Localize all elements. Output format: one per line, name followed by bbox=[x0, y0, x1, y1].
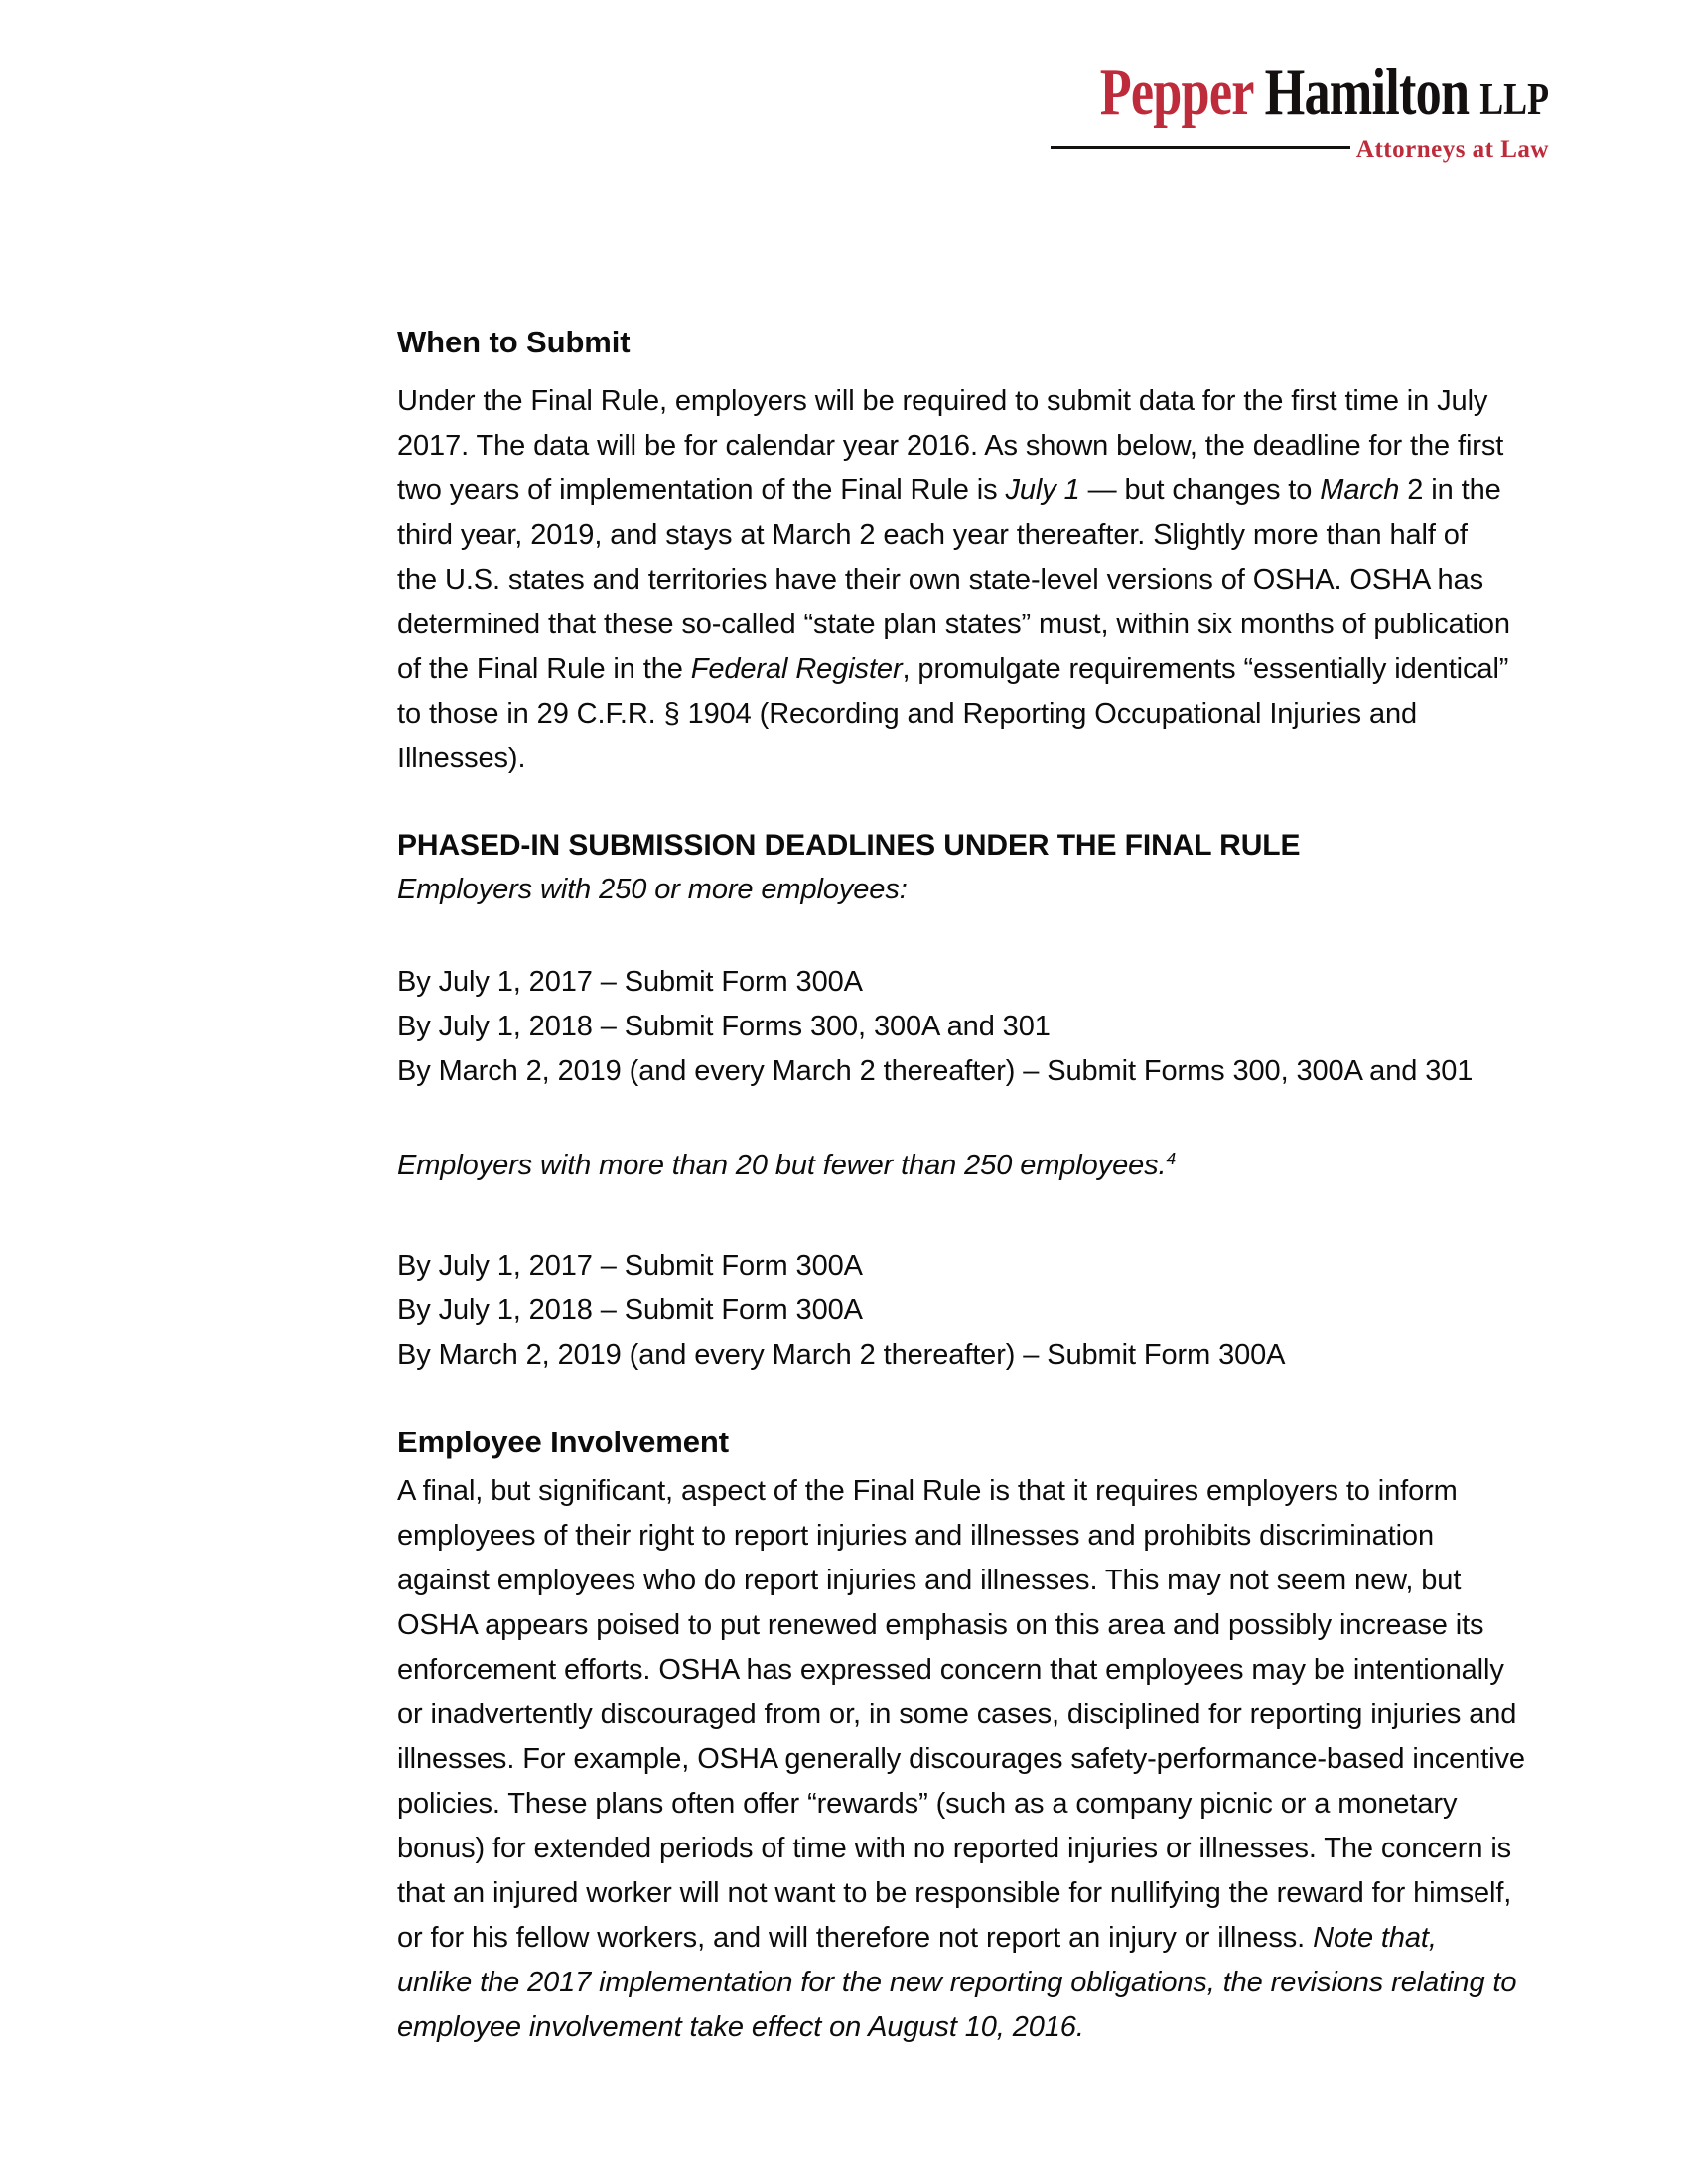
text-segment: July 1 bbox=[1005, 475, 1080, 506]
main-text-column bbox=[397, 320, 1529, 2050]
paragraph-when-to-submit bbox=[397, 379, 1529, 781]
section-heading-when-to-submit: When to Submit bbox=[397, 325, 631, 359]
pepper-hamilton-logo bbox=[1051, 58, 1549, 164]
text-line: OSHA appears poised to put renewed emphasis on this area and possibly increase its bbox=[397, 1609, 1484, 1641]
text-line: By July 1, 2017 – Submit Form 300A bbox=[397, 1250, 863, 1282]
paragraph-employee-involvement bbox=[397, 1469, 1529, 2050]
logo-tagline: Attorneys at Law bbox=[1355, 136, 1549, 163]
text-line bbox=[397, 1916, 1529, 1961]
section-heading-phased-in-deadlines: PHASED-IN SUBMISSION DEADLINES UNDER THE FINAL RULE bbox=[397, 829, 1301, 862]
text-segment: unlike the 2017 implementation for the new reporting obligations, the revisions relating to bbox=[397, 1967, 1517, 1998]
text-line: 2017. The data will be for calendar year 2016. As shown below, the deadline for the first bbox=[397, 430, 1504, 462]
text-segment: March bbox=[1320, 475, 1400, 506]
text-line: By July 1, 2018 – Submit Forms 300, 300A and 301 bbox=[397, 1011, 1051, 1042]
text-line: third year, 2019, and stays at March 2 each year thereafter. Slightly more than half of bbox=[397, 519, 1468, 551]
text-line: By July 1, 2017 – Submit Form 300A bbox=[397, 966, 863, 998]
text-line bbox=[397, 647, 1529, 692]
subtitle-employers-250: Employers with 250 or more employees: bbox=[397, 874, 908, 905]
logo-word-llp: LLP bbox=[1479, 73, 1549, 124]
deadline-list-20-250 bbox=[397, 1244, 1529, 1378]
text-line: By March 2, 2019 (and every March 2 thereafter) – Submit Forms 300, 300A and 301 bbox=[397, 1055, 1474, 1087]
text-segment: or for his fellow workers, and will therefore not report an injury or illness. bbox=[397, 1922, 1314, 1954]
text-line: illnesses. For example, OSHA generally discourages safety-performance-based incentive bbox=[397, 1743, 1525, 1775]
text-segment: Federal Register bbox=[690, 653, 903, 685]
text-line: policies. These plans often offer “rewards” (such as a company picnic or a monetary bbox=[397, 1788, 1458, 1820]
text-segment: — but changes to bbox=[1079, 475, 1321, 506]
text-line: A final, but significant, aspect of the Final Rule is that it requires employers to inform bbox=[397, 1475, 1458, 1507]
logo-word-pepper: Pepper bbox=[1099, 56, 1254, 129]
text-line: the U.S. states and territories have their own state-level versions of OSHA. OSHA has bbox=[397, 564, 1483, 596]
logo-rule bbox=[1051, 146, 1350, 149]
text-line: Illnesses). bbox=[397, 743, 526, 774]
text-segment: two years of implementation of the Final Rule is bbox=[397, 475, 1006, 506]
text-line: bonus) for extended periods of time with no reported injuries or illnesses. The concern is bbox=[397, 1833, 1512, 1864]
text-line: By July 1, 2018 – Submit Form 300A bbox=[397, 1295, 863, 1326]
text-segment: Employers with more than 20 but fewer than 250 employees. bbox=[397, 1150, 1167, 1181]
text-line: determined that these so-called “state plan states” must, within six months of publication bbox=[397, 609, 1510, 640]
text-segment: Note that, bbox=[1313, 1922, 1437, 1954]
text-line: By March 2, 2019 (and every March 2 thereafter) – Submit Form 300A bbox=[397, 1339, 1286, 1371]
text-line: enforcement efforts. OSHA has expressed concern that employees may be intentionally bbox=[397, 1654, 1504, 1686]
text-line bbox=[397, 469, 1529, 513]
subtitle-employers-20-250 bbox=[397, 1144, 1529, 1191]
deadline-list-250 bbox=[397, 960, 1529, 1094]
text-line: employees of their right to report injuries and illnesses and prohibits discrimination bbox=[397, 1520, 1434, 1552]
logo-word-hamilton: Hamilton bbox=[1264, 56, 1470, 129]
text-segment: , promulgate requirements “essentially identical” bbox=[902, 653, 1509, 685]
text-line: to those in 29 C.F.R. § 1904 (Recording and Reporting Occupational Injuries and bbox=[397, 698, 1418, 730]
text-segment: of the Final Rule in the bbox=[397, 653, 691, 685]
text-segment: 2 in the bbox=[1399, 475, 1501, 506]
text-line: or inadvertently discouraged from or, in some cases, disciplined for reporting injuries and bbox=[397, 1699, 1517, 1730]
footnote-reference: 4 bbox=[1166, 1149, 1177, 1169]
logo-underline-row bbox=[1051, 136, 1549, 164]
section-heading-employee-involvement: Employee Involvement bbox=[397, 1425, 729, 1459]
text-line: against employees who do report injuries and illnesses. This may not seem new, but bbox=[397, 1565, 1462, 1596]
text-line: that an injured worker will not want to be responsible for nullifying the reward for himself, bbox=[397, 1877, 1512, 1909]
text-line: Under the Final Rule, employers will be required to submit data for the first time in July bbox=[397, 385, 1488, 417]
text-segment: employee involvement take effect on August 10, 2016. bbox=[397, 2011, 1084, 2043]
logo-wordmark bbox=[1099, 56, 1549, 134]
text-line bbox=[397, 2005, 1529, 2050]
text-line bbox=[397, 1961, 1529, 2005]
